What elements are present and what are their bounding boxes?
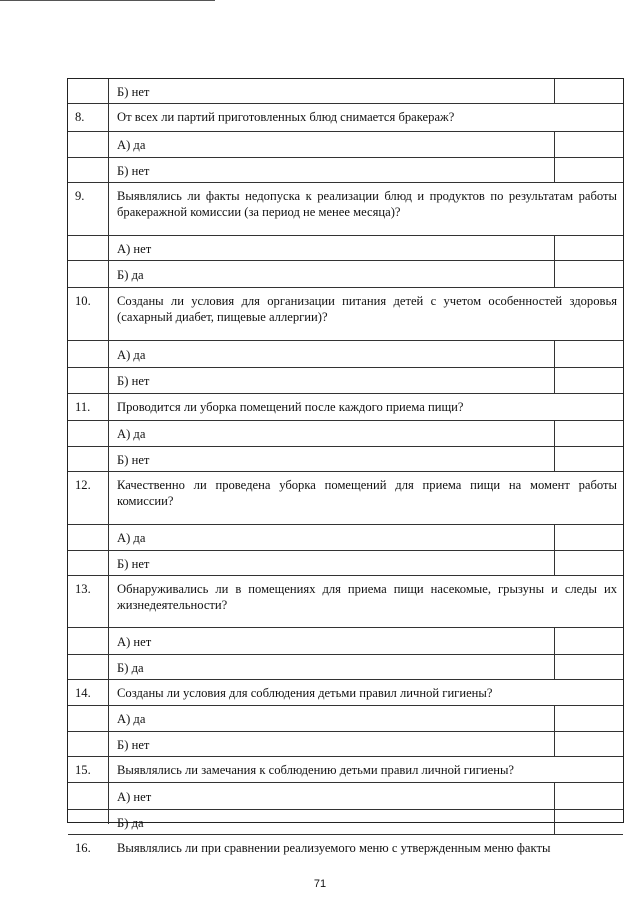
- answer-mark-cell[interactable]: [555, 367, 623, 393]
- answer-mark-cell[interactable]: [555, 157, 623, 182]
- answer-mark-cell[interactable]: [555, 131, 623, 157]
- answer-option: Б) да: [117, 815, 144, 830]
- row-divider: [68, 235, 623, 236]
- row-divider: [68, 756, 623, 757]
- question-number: 14.: [75, 686, 91, 700]
- answer-option: Б) нет: [117, 85, 150, 99]
- answer-mark-cell[interactable]: [555, 550, 623, 575]
- row-divider: [68, 260, 623, 261]
- answer-mark-cell[interactable]: [555, 627, 623, 654]
- row-divider: [68, 782, 623, 783]
- row-divider: [68, 340, 623, 341]
- answer-mark-cell[interactable]: [555, 654, 623, 679]
- answer-option: Б) нет: [117, 163, 150, 178]
- row-divider: [68, 393, 623, 394]
- page-number: 71: [313, 878, 327, 890]
- answer-option: Б) да: [117, 267, 144, 282]
- answer-mark-cell[interactable]: [555, 782, 623, 809]
- answer-mark-cell[interactable]: [555, 705, 623, 731]
- question-text: Выявлялись ли замечания к соблюдению детьми правил личной гигиены?: [117, 763, 514, 777]
- row-divider: [68, 705, 623, 706]
- answer-mark-cell[interactable]: [555, 235, 623, 260]
- question-text: Проводится ли уборка помещений после каждого приема пищи?: [117, 400, 464, 414]
- answer-mark-cell[interactable]: [555, 731, 623, 756]
- question-number: 8.: [75, 110, 85, 124]
- answer-mark-cell[interactable]: [555, 260, 623, 287]
- row-divider: [68, 834, 623, 835]
- row-divider: [68, 367, 623, 368]
- answer-option: Б) да: [117, 660, 144, 675]
- question-number: 16.: [75, 841, 91, 855]
- row-divider: [68, 131, 623, 132]
- header-rule: [0, 0, 215, 1]
- answer-mark-cell[interactable]: [555, 524, 623, 550]
- question-number: 9.: [75, 189, 85, 203]
- row-divider: [68, 809, 623, 810]
- answer-option: А) да: [117, 427, 146, 441]
- question-text: Выявлялись ли факты недопуска к реализации блюд и продуктов по результатам работы бракеражной комиссии (за период не менее месяца)?: [117, 189, 617, 219]
- answer-option: Б) нет: [117, 374, 150, 388]
- answer-mark-cell[interactable]: [555, 79, 623, 103]
- row-divider: [68, 654, 623, 655]
- row-divider: [68, 157, 623, 158]
- row-divider: [68, 182, 623, 183]
- row-divider: [68, 627, 623, 628]
- answer-option: Б) нет: [117, 737, 150, 752]
- answer-option: Б) нет: [117, 452, 150, 467]
- question-number: 12.: [75, 478, 91, 492]
- answer-option: А) да: [117, 138, 146, 152]
- question-text: Созданы ли условия для соблюдения детьми правил личной гигиены?: [117, 686, 493, 700]
- row-divider: [68, 446, 623, 447]
- answer-option: Б) нет: [117, 556, 150, 571]
- row-divider: [68, 287, 623, 288]
- answer-option: А) нет: [117, 634, 152, 649]
- question-text: Обнаруживались ли в помещениях для приема пищи насекомые, грызуны и следы их жизнедеятельности?: [117, 582, 617, 612]
- answer-option: А) да: [117, 531, 146, 545]
- question-number: 10.: [75, 294, 91, 308]
- answer-mark-cell[interactable]: [555, 446, 623, 471]
- questionnaire-table: [67, 78, 624, 855]
- column-divider: [108, 79, 109, 824]
- row-divider: [68, 524, 623, 525]
- row-divider: [68, 103, 623, 104]
- question-number: 13.: [75, 582, 91, 596]
- row-divider: [68, 575, 623, 576]
- answer-mark-cell[interactable]: [555, 809, 623, 834]
- question-text: От всех ли партий приготовленных блюд снимается бракераж?: [117, 110, 455, 124]
- answer-option: А) нет: [117, 241, 152, 256]
- row-divider: [68, 471, 623, 472]
- row-divider: [68, 679, 623, 680]
- answer-option: А) да: [117, 712, 146, 726]
- row-divider: [68, 420, 623, 421]
- row-divider: [68, 550, 623, 551]
- question-text: Качественно ли проведена уборка помещений для приема пищи на момент работы комиссии?: [117, 478, 617, 508]
- question-number: 15.: [75, 763, 91, 777]
- question-text: Созданы ли условия для организации питания детей с учетом особенностей здоровья (сахарный диабет, пищевые аллергии)?: [117, 294, 617, 324]
- answer-option: А) да: [117, 347, 146, 362]
- question-text: Выявлялись ли при сравнении реализуемого меню с утвержденным меню факты: [117, 841, 551, 855]
- answer-mark-cell[interactable]: [555, 340, 623, 367]
- row-divider: [68, 731, 623, 732]
- question-number: 11.: [75, 400, 91, 414]
- answer-option: А) нет: [117, 789, 152, 804]
- answer-mark-cell[interactable]: [555, 420, 623, 446]
